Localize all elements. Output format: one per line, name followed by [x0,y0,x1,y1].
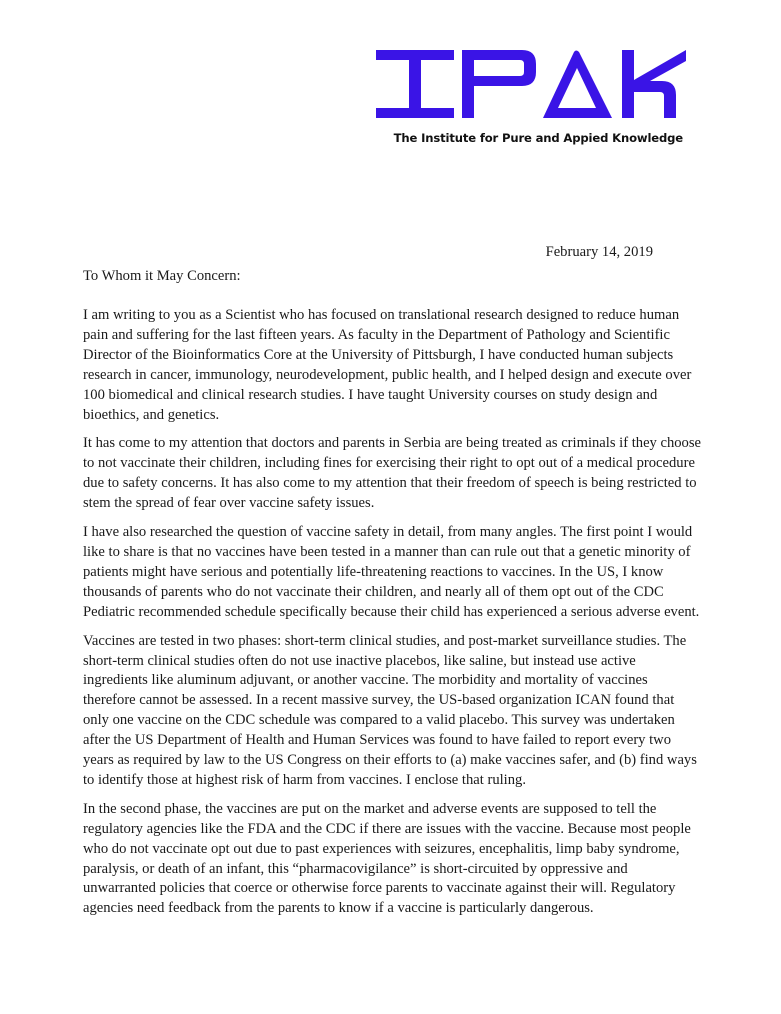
text-line: paralysis, or death of an infant, this “pharmacovigilance” is short-circuited by oppressive and [83,860,628,877]
text-line: ingredients like aluminum adjuvant, or another vaccine. The morbidity and mortality of vaccines [83,672,648,689]
paragraph-testing-phases [83,632,703,791]
text-line: In the second phase, the vaccines are put on the market and adverse events are supposed to tell the [83,800,657,817]
text-line: to not vaccinate their children, including fines for exercising their right to opt out of a medical procedure [83,455,695,472]
text-line: to identify those at highest risk of harm from vaccines. I enclose that ruling. [83,771,526,788]
text-line: research in cancer, immunology, neurodevelopment, public health, and I helped design and execute over [83,366,692,383]
paragraph-serbia [83,434,703,514]
text-line: I have also researched the question of vaccine safety in detail, from many angles. The first point I would [83,524,693,541]
text-line: short-term clinical studies often do not use inactive placebos, like saline, but instead use active [83,652,636,669]
text-line: due to safety concerns. It has also come to my attention that their freedom of speech is being restricted to [83,475,697,492]
text-line: like to share is that no vaccines have been tested in a manner than can rule out that a genetic minority of [83,543,691,560]
paragraph-credentials [83,306,703,425]
paragraph-vaccine-safety [83,523,703,623]
ipak-logo [376,50,686,118]
text-line: therefore cannot be assessed. In a recent massive survey, the US-based organization ICAN found that [83,692,675,709]
text-line: It has come to my attention that doctors and parents in Serbia are being treated as criminals if they choose [83,435,702,452]
text-line: stem the spread of fear over vaccine safety issues. [83,495,375,512]
text-line: regulatory agencies like the FDA and the CDC if there are issues with the vaccine. Because most people [83,820,691,837]
text-line: bioethics, and genetics. [83,406,220,423]
text-line: thousands of parents who do not vaccinate their children, and nearly all of them opt out of the CDC [83,583,664,600]
logo-letterforms [376,50,686,118]
text-line: I am writing to you as a Scientist who has focused on translational research designed to reduce human [83,307,680,323]
text-line: who do not vaccinate opt out due to past experiences with seizures, encephalitis, limp baby syndrome, [83,840,680,857]
text-line: Pediatric recommended schedule specifically because their child has experienced a serious adverse event. [83,603,700,620]
text-line: patients might have serious and potentially life-threatening reactions to vaccines. In the US, I know [83,563,664,580]
letterhead [0,0,781,160]
text-line: only one vaccine on the CDC schedule was compared to a valid placebo. This survey was undertaken [83,712,675,729]
text-line: unwarranted policies that coerce or otherwise force parents to vaccinate against their will. Regulatory [83,880,676,897]
text-line: Vaccines are tested in two phases: short-term clinical studies, and post-market surveillance studies. The [83,632,687,649]
text-line: agencies need feedback from the parents to know if a vaccine is particularly dangerous. [83,900,594,917]
salutation: To Whom it May Concern: [83,268,241,284]
text-line: 100 biomedical and clinical research studies. I have taught University courses on study design and [83,386,658,403]
text-line: Director of the Bioinformatics Core at the University of Pittsburgh, I have conducted human subjects [83,346,674,363]
text-line: pain and suffering for the last fifteen years. As faculty in the Department of Pathology and Scientific [83,326,670,343]
tagline: The Institute for Pure and Appied Knowledge [393,131,683,145]
paragraph-second-phase [83,800,703,919]
letter-body [83,306,703,928]
text-line: years as required by law to the US Congress on their efforts to (a) make vaccines safer, and (b) find ways [83,752,697,769]
letter-date: February 14, 2019 [545,244,653,260]
text-line: after the US Department of Health and Human Services was found to have failed to report every two [83,732,672,749]
